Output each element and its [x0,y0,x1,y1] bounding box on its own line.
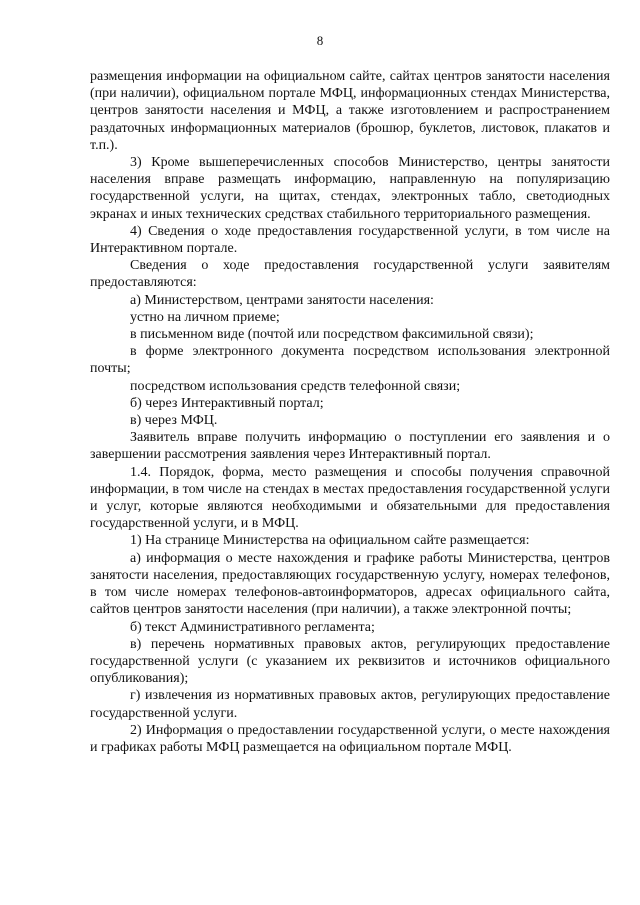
paragraph: 1) На странице Министерства на официальном сайте размещается: [130,533,530,549]
paragraph: а) информация о месте нахождения и графике работы Министерства, центров занятости населения, предоставляющих государственную услугу, номерах телефонов, в том числе номерах телефонов-автоинформаторов, адресах официального сайта, сайтов центров занятости населения (при наличии), а также электронной почты; [90,550,610,618]
paragraph: Сведения о ходе предоставления государственной услуги заявителям предоставляются: [90,258,610,291]
paragraph: 2) Информация о предоставлении государственной услуги, о месте нахождения и графиках работы МФЦ размещается на официальном портале МФЦ. [90,722,610,755]
paragraph: а) Министерством, центрами занятости населения: [130,292,434,308]
paragraph: в письменном виде (почтой или посредством факсимильной связи); [130,327,534,343]
page-number: 8 [316,33,324,48]
document-body [90,68,610,756]
paragraph: размещения информации на официальном сайте, сайтах центров занятости населения (при наличии), официальном портале МФЦ, информационных стендах Министерства, центров занятости населения и МФЦ, а также изготовлением и распространением раздаточных информационных материалов (брошюр, буклетов, листовок, плакатов и т.п.). [90,69,610,153]
paragraph: г) извлечения из нормативных правовых актов, регулирующих предоставление государственной услуги. [90,688,610,721]
paragraph: посредством использования средств телефонной связи; [130,378,461,394]
paragraph: в) перечень нормативных правовых актов, регулирующих предоставление государственной услуги (с указанием их реквизитов и источников официального опубликования); [90,636,610,687]
paragraph: в) через МФЦ. [130,413,218,429]
paragraph: б) через Интерактивный портал; [130,395,324,411]
paragraph: 3) Кроме вышеперечисленных способов Министерство, центры занятости населения вправе размещать информацию, направленную на популяризацию государственной услуги, на щитах, стендах, электронных табло, светодиодных экранах и иных технических средствах стабильного территориального размещения. [90,155,610,222]
paragraph: 1.4. Порядок, форма, место размещения и способы получения справочной информации, в том числе на стендах в местах предоставления государственной услуги и услуг, которые являются необходимыми и обязательными для предоставления государственной услуги, и в МФЦ. [90,464,610,532]
paragraph: Заявитель вправе получить информацию о поступлении его заявления и о завершении рассмотрения заявления через Интерактивный портал. [90,430,610,463]
paragraph: б) текст Административного регламента; [130,619,375,635]
paragraph: 4) Сведения о ходе предоставления государственной услуги, в том числе на Интерактивном портале. [90,223,610,257]
paragraph: в форме электронного документа посредством использования электронной почты; [90,344,610,377]
paragraph: устно на личном приеме; [130,309,280,325]
